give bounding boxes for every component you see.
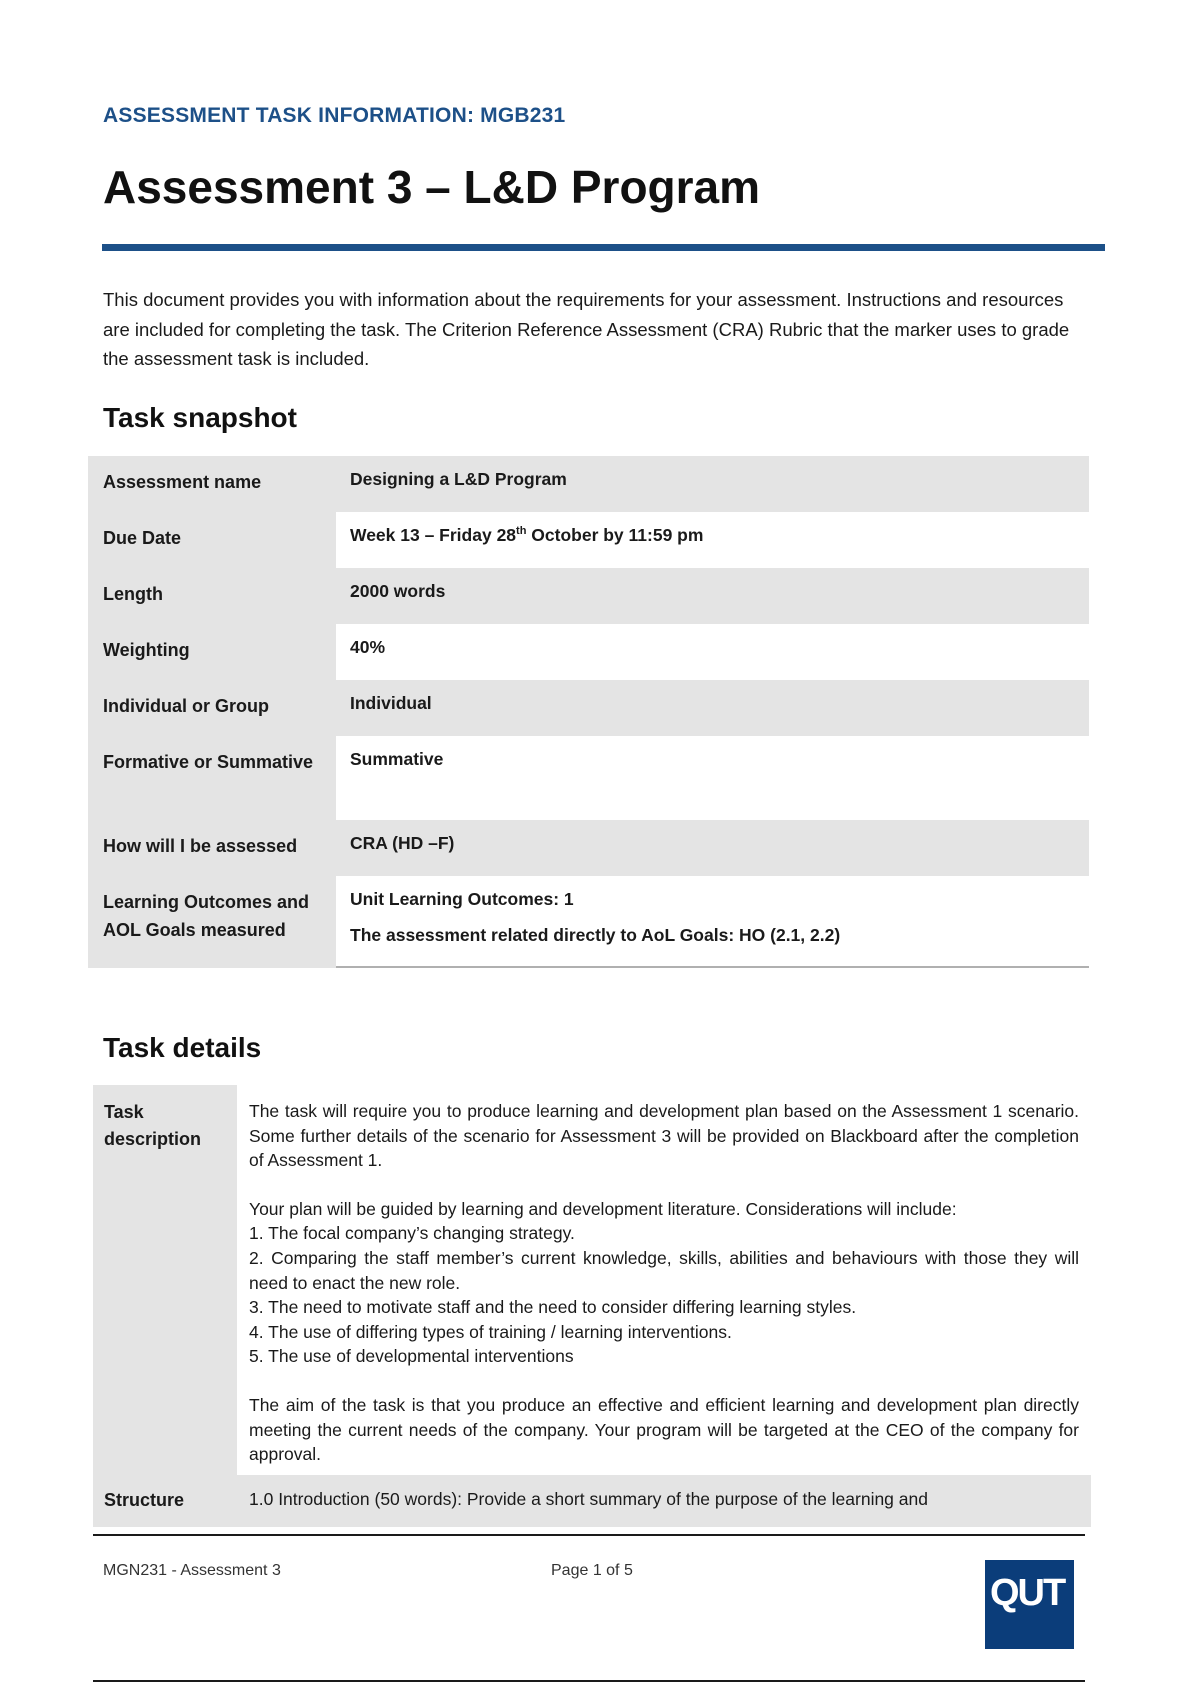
table-row (88, 876, 1089, 968)
row-label: Due Date (88, 512, 336, 568)
snapshot-table (88, 456, 1089, 968)
footer-document-name: MGN231 - Assessment 3 (103, 1562, 281, 1579)
page-title: Assessment 3 – L&D Program (103, 161, 761, 213)
considerations-intro: Your plan will be guided by learning and development literature. Considerations will include: (249, 1198, 957, 1219)
aol-goals-text: The assessment related directly to AoL Goals: HO (2.1, 2.2) (350, 925, 841, 945)
table-row (88, 624, 1089, 680)
snapshot-heading: Task snapshot (103, 402, 297, 433)
list-item: 2. Comparing the staff member’s current knowledge, skills, abilities and behaviours with those they will need to enact the new role. (249, 1247, 1079, 1293)
list-item: 3. The need to motivate staff and the need to consider differing learning styles. (249, 1297, 857, 1318)
row-value: Summative (350, 749, 444, 769)
details-heading: Task details (103, 1032, 262, 1063)
table-row (88, 568, 1089, 624)
description-paragraph: The task will require you to produce learning and development plan based on the Assessment 1 scenario. Some further details of the scenario for Assessment 3 will be provided on Blackboard after the completion of Assessment 1. (249, 1101, 1079, 1171)
table-row (88, 512, 1089, 568)
list-item: 5. The use of developmental interventions (249, 1346, 574, 1367)
row-label: Length (88, 568, 336, 624)
row-label: Assessment name (88, 456, 336, 512)
row-label: Task description (93, 1085, 237, 1475)
row-value: 1.0 Introduction (50 words): Provide a short summary of the purpose of the learning and (237, 1475, 1091, 1527)
page-number: Page 1 of 5 (551, 1562, 633, 1579)
logo-text: QUT (990, 1572, 1065, 1614)
row-label: Structure (93, 1475, 237, 1527)
table-row (93, 1475, 1091, 1527)
row-value (336, 876, 1089, 968)
list-item: 4. The use of differing types of training / learning interventions. (249, 1321, 732, 1342)
intro-paragraph: This document provides you with information about the requirements for your assessment. Instructions and resources are included for completing the task. The Criterion Reference Assessment (CRA) Rubric that the marker uses to grade the assessment task is included. (103, 289, 1070, 369)
row-label: Formative or Summative (88, 736, 336, 820)
due-date-time: October by 11:59 pm (526, 525, 704, 545)
aim-paragraph: The aim of the task is that you produce an effective and efficient learning and development plan directly meeting the current needs of the company. Your program will be targeted at the CEO of the company for approval. (249, 1394, 1079, 1465)
row-value (336, 512, 1089, 568)
table-row (88, 820, 1089, 876)
row-value: 40% (350, 637, 386, 657)
row-value (237, 1085, 1091, 1475)
row-value: Individual (336, 680, 1089, 736)
row-label: How will I be assessed (88, 820, 336, 876)
row-label: Weighting (88, 624, 336, 680)
task-details-table (93, 1085, 1091, 1527)
qut-logo (985, 1560, 1074, 1649)
list-item: 1. The focal company’s changing strategy. (249, 1223, 575, 1244)
document-kicker: ASSESSMENT TASK INFORMATION: MGB231 (103, 104, 566, 127)
footer-divider (93, 1534, 1085, 1536)
row-label: Learning Outcomes and AOL Goals measured (88, 876, 336, 968)
table-row (88, 680, 1089, 736)
title-divider (102, 244, 1105, 251)
row-label: Individual or Group (88, 680, 336, 736)
considerations-list (249, 1221, 1079, 1369)
learning-outcomes-text: Unit Learning Outcomes: 1 (350, 889, 574, 909)
table-row (93, 1085, 1091, 1475)
footer-bottom-divider (93, 1680, 1085, 1682)
table-row (88, 456, 1089, 512)
row-value: Designing a L&D Program (336, 456, 1089, 512)
ordinal-suffix: th (516, 525, 527, 537)
due-date-text: Week 13 – Friday 28 (350, 525, 517, 545)
row-value: CRA (HD –F) (336, 820, 1089, 876)
row-value: 2000 words (336, 568, 1089, 624)
table-row (88, 736, 1089, 820)
